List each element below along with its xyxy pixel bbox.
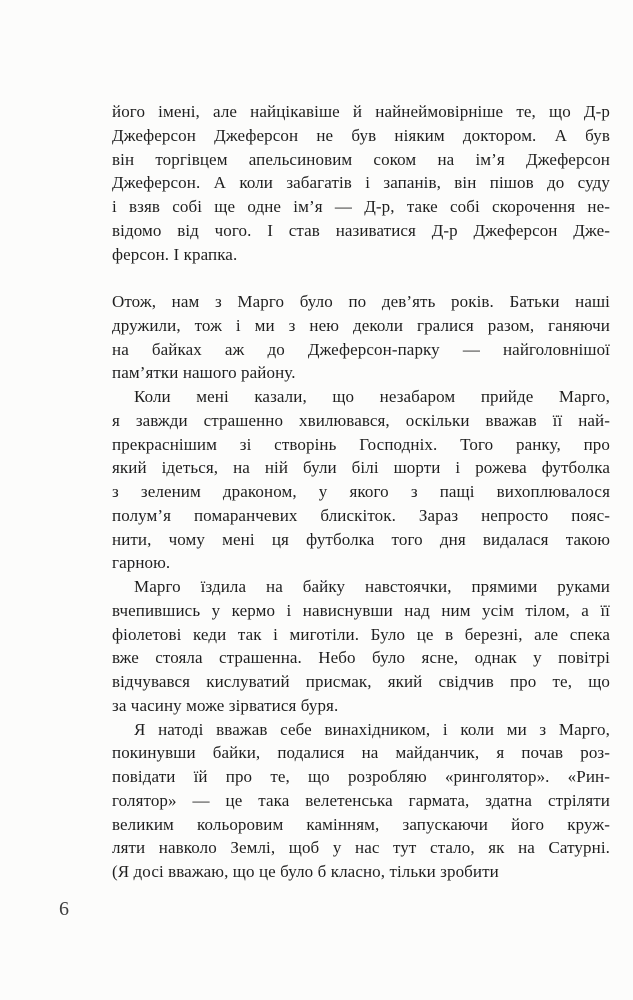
text-line: який ідеться, на ній були білі шорти і рожева футболка [112, 458, 610, 478]
text-line: пам’ятки нашого району. [112, 363, 296, 383]
text-line: Я натоді вважав себе винахідником, і коли ми з Марго, [134, 719, 610, 739]
text-line: гарною. [112, 553, 171, 573]
page-number: 6 [59, 898, 69, 920]
text-line: його імені, але найцікавіше й найнеймовірніше те, що Д-р [112, 102, 610, 121]
text-line: дружили, тож і ми з нею деколи гралися разом, ганяючи [112, 315, 610, 335]
text-line: Джеферсон. А коли забагатів і запанів, він пішов до суду [112, 173, 610, 193]
text-line: за часину може зірватися буря. [112, 695, 339, 715]
text-line: прекраснішим зі створінь Господніх. Того ранку, про [112, 434, 610, 454]
text-line: відчувався кислуватий присмак, який свідчив про те, що [112, 672, 610, 691]
text-line: Отож, нам з Марго було по дев’ять років. Батьки наші [112, 292, 610, 311]
paragraph [112, 290, 610, 385]
text-line: голятор» — це така велетенська гармата, здатна стріляти [112, 790, 610, 810]
text-line: ферсон. І крапка. [112, 244, 238, 264]
text-line: Коли мені казали, що незабаром прийде Марго, [134, 387, 610, 406]
text-block [112, 100, 610, 884]
text-line: на байках аж до Джеферсон-парку — найголовнішої [112, 339, 610, 359]
text-line: великим кольоровим камінням, запускаючи його круж- [112, 814, 610, 834]
paragraph [112, 718, 610, 884]
text-line: вчепившись у кермо і нависнувши над ним усім тілом, а її [112, 600, 610, 620]
text-line: ляти навколо Землі, щоб у нас тут стало, як на Сатурні. [112, 838, 610, 858]
text-line: нити, чому мені ця футболка того дня видалася такою [112, 529, 610, 549]
paragraph [112, 100, 610, 266]
text-line: я завжди страшенно хвилювався, оскільки вважав її най- [112, 410, 610, 430]
text-line: (Я досі вважаю, що це було б класно, тільки зробити [112, 862, 499, 881]
text-line: Джеферсон Джеферсон не був ніяким доктором. А був [112, 125, 610, 145]
text-line: з зеленим драконом, у якого з пащі вихоплювалося [112, 482, 610, 501]
text-line: вже стояла страшенна. Небо було ясне, однак у повітрі [112, 648, 610, 668]
text-line: полум’я помаранчевих блискіток. Зараз непросто пояс- [112, 505, 610, 525]
text-line: він торгівцем апельсиновим соком на ім’я Джеферсон [112, 149, 610, 169]
text-line: фіолетові кеди так і миготіли. Було це в березні, але спека [112, 624, 610, 644]
text-line: відомо від чого. І став називатися Д-р Джеферсон Дже- [112, 220, 610, 240]
paragraph [112, 575, 610, 718]
text-line: покинувши байки, подалися на майданчик, я почав роз- [112, 743, 610, 763]
paragraph [112, 385, 610, 575]
text-line: Марго їздила на байку навстоячки, прямими руками [134, 577, 610, 596]
text-line: повідати їй про те, що розробляю «ринголятор». «Рин- [112, 767, 610, 786]
text-line: і взяв собі ще одне ім’я — Д-р, таке собі скорочення не- [112, 197, 610, 216]
